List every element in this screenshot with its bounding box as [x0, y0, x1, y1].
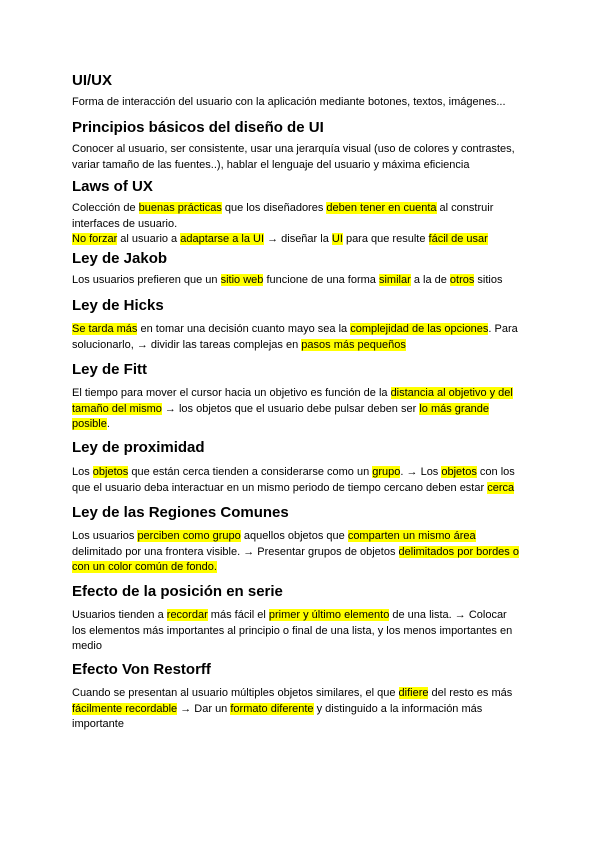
text-run: los elementos más importantes al principio o final de una lista, y los menos importantes en	[72, 624, 513, 637]
section-heading: Efecto de la posición en serie	[72, 583, 283, 600]
text-run: en tomar una decisión cuanto mayo sea la	[137, 323, 351, 335]
text-run: El tiempo para mover el cursor hacia un objetivo es función de la	[72, 387, 391, 399]
highlighted-text: difiere	[398, 687, 429, 699]
text-run: → diseñar la	[264, 233, 332, 245]
paragraph-line	[72, 232, 532, 248]
text-run: que el usuario deba interactuar en un mismo periodo de tiempo cercano deben estar	[72, 481, 488, 494]
highlighted-text: adaptarse a la UI	[180, 233, 265, 245]
highlighted-text: UI	[331, 233, 343, 245]
highlighted-text: delimitados por bordes o	[398, 545, 519, 558]
paragraph-line	[72, 95, 532, 111]
highlighted-text: deben tener en cuenta	[326, 202, 437, 214]
section-heading: Efecto Von Restorff	[72, 661, 211, 678]
section-paragraph	[72, 529, 532, 576]
section-paragraph	[72, 142, 532, 173]
section-heading: Laws of UX	[72, 178, 153, 195]
highlighted-text: comparten un mismo área	[347, 530, 476, 542]
text-run: que los diseñadores	[221, 202, 327, 214]
highlighted-text: objetos	[441, 466, 477, 478]
highlighted-text: buenas prácticas	[138, 202, 222, 214]
text-run: Los	[72, 466, 93, 478]
text-run: solucionarlo, → dividir las tareas complejas en	[72, 338, 302, 351]
paragraph-line	[72, 217, 532, 233]
paragraph-line	[72, 560, 532, 576]
text-run: Cuando se presentan al usuario múltiples objetos similares, el que	[72, 687, 399, 699]
highlighted-text: complejidad de las opciones	[350, 323, 489, 335]
paragraph-line	[72, 702, 532, 718]
section-heading: UI/UX	[72, 72, 113, 89]
paragraph-line	[72, 481, 532, 497]
text-run: Forma de interacción del usuario con la aplicación mediante botones, textos, imágenes...	[72, 96, 506, 108]
paragraph-line	[72, 608, 532, 624]
text-run: más fácil el	[207, 609, 269, 621]
text-run: Conocer al usuario, ser consistente, usar una jerarquía visual (uso de colores y contrastes,	[72, 143, 515, 155]
highlighted-text: formato diferente	[230, 702, 314, 715]
highlighted-text: fácilmente recordable	[72, 702, 178, 715]
highlighted-text: Se tarda más	[72, 323, 138, 335]
text-run: .	[106, 418, 110, 430]
text-run: que están cerca tienden a considerarse como un	[128, 466, 373, 478]
paragraph-line	[72, 529, 532, 545]
highlighted-text: posible	[72, 418, 107, 430]
highlighted-text: recordar	[166, 609, 208, 621]
highlighted-text: tamaño del mismo	[72, 402, 162, 415]
section-paragraph	[72, 322, 532, 353]
text-run: Colección de	[72, 202, 139, 214]
paragraph-line	[72, 273, 532, 289]
text-run: para que resulte	[342, 233, 429, 245]
text-run: funcione de una forma	[263, 274, 379, 286]
paragraph-line	[72, 465, 532, 481]
highlighted-text: otros	[449, 274, 475, 286]
section-paragraph	[72, 386, 532, 433]
highlighted-text: fácil de usar	[428, 233, 488, 245]
paragraph-line	[72, 402, 532, 418]
text-run: y distinguido a la información más	[313, 702, 483, 715]
highlighted-text: con un color común de fondo.	[72, 561, 217, 573]
text-run: → Dar un	[177, 702, 231, 715]
highlighted-text: distancia al objetivo y del	[390, 387, 513, 399]
highlighted-text: sitio web	[220, 274, 264, 286]
section-paragraph	[72, 465, 532, 496]
section-paragraph	[72, 201, 532, 248]
paragraph-line	[72, 686, 532, 702]
highlighted-text: objetos	[92, 466, 129, 478]
section-heading: Ley de las Regiones Comunes	[72, 504, 289, 521]
highlighted-text: cerca	[487, 481, 515, 494]
section-paragraph	[72, 95, 532, 111]
paragraph-line	[72, 624, 532, 640]
section-paragraph	[72, 686, 532, 733]
paragraph-line	[72, 201, 532, 217]
text-run: del resto es más	[428, 687, 513, 699]
text-run: variar tamaño de las fuentes..), hablar el lenguaje del usuario y máxima eficiencia	[72, 158, 470, 171]
highlighted-text: No forzar	[72, 233, 118, 245]
paragraph-line	[72, 158, 532, 174]
text-run: Los usuarios	[72, 530, 138, 542]
section-heading: Ley de Jakob	[72, 250, 168, 267]
section-paragraph	[72, 273, 532, 289]
paragraph-line	[72, 545, 532, 561]
text-run: . Para	[488, 323, 518, 335]
text-run: a la de	[410, 274, 450, 286]
paragraph-line	[72, 386, 532, 402]
text-run: medio	[72, 640, 102, 652]
paragraph-line	[72, 417, 532, 433]
paragraph-line	[72, 142, 532, 158]
section-heading: Ley de Hicks	[72, 297, 164, 314]
highlighted-text: grupo	[372, 466, 401, 478]
highlighted-text: perciben como grupo	[137, 530, 241, 542]
highlighted-text: pasos más pequeños	[301, 338, 406, 351]
paragraph-line	[72, 322, 532, 338]
section-heading: Principios básicos del diseño de UI	[72, 119, 324, 136]
text-run: al construir	[436, 202, 494, 214]
paragraph-line	[72, 717, 532, 733]
text-run: aquellos objetos que	[240, 530, 348, 542]
text-run: . → Los	[400, 466, 442, 478]
text-run: de una lista. → Colocar	[389, 609, 507, 621]
text-run: interfaces de usuario.	[72, 217, 178, 230]
text-run: con los	[476, 466, 515, 478]
text-run: delimitado por una frontera visible. → Presentar grupos de objetos	[72, 545, 399, 558]
section-heading: Ley de Fitt	[72, 361, 148, 378]
highlighted-text: lo más grande	[419, 402, 490, 415]
highlighted-text: primer y último elemento	[268, 609, 390, 621]
paragraph-line	[72, 639, 532, 655]
text-run: Los usuarios prefieren que un	[72, 274, 221, 286]
text-run: → los objetos que el usuario debe pulsar deben ser	[161, 402, 420, 415]
section-heading: Ley de proximidad	[72, 439, 205, 456]
highlighted-text: similar	[378, 274, 411, 286]
section-paragraph	[72, 608, 532, 655]
text-run: importante	[72, 718, 124, 730]
text-run: al usuario a	[117, 233, 181, 245]
paragraph-line	[72, 338, 532, 354]
text-run: Usuarios tienden a	[72, 609, 167, 621]
text-run: sitios	[474, 274, 503, 286]
